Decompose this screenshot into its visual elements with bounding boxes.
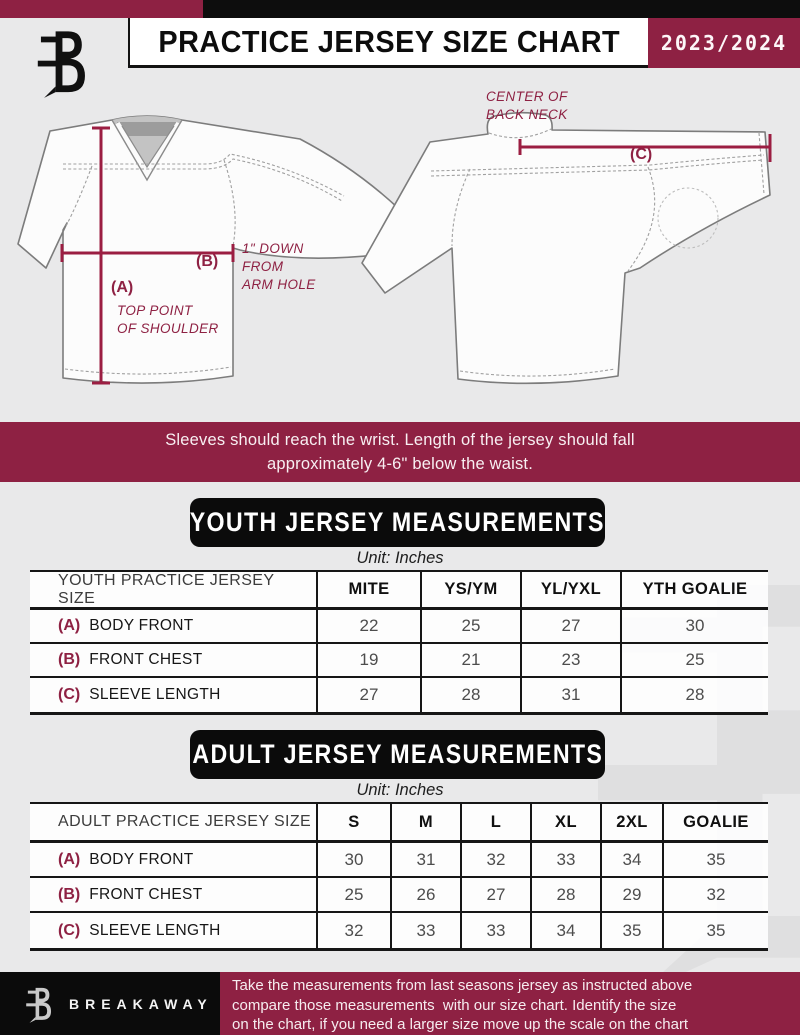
table-cell: 28 <box>620 678 768 712</box>
adult-col-header: ADULT PRACTICE JERSEY SIZE <box>30 804 316 843</box>
table-cell: 30 <box>620 610 768 644</box>
fit-notice-line1: Sleeves should reach the wrist. Length of the jersey should fall <box>165 431 635 449</box>
table-cell: 27 <box>460 878 530 913</box>
back-neck-note: CENTER OF BACK NECK <box>486 89 568 122</box>
adult-col-header: L <box>460 804 530 843</box>
table-cell: 27 <box>316 678 420 712</box>
adult-col-header: 2XL <box>600 804 662 843</box>
fit-notice-line2: approximately 4-6" below the waist. <box>267 455 533 473</box>
footer-brand-block <box>0 972 220 1035</box>
adult-col-header: GOALIE <box>662 804 768 843</box>
adult-col-header: M <box>390 804 460 843</box>
table-cell: 21 <box>420 644 520 678</box>
youth-col-header: YS/YM <box>420 572 520 610</box>
adult-section-header: ADULT JERSEY MEASUREMENTS <box>190 730 605 779</box>
table-cell: 35 <box>600 913 662 948</box>
table-cell: 31 <box>520 678 620 712</box>
table-cell: 28 <box>420 678 520 712</box>
table-cell: 26 <box>390 878 460 913</box>
measure-c-label: (C) <box>630 146 653 163</box>
table-cell: 33 <box>390 913 460 948</box>
table-cell: 32 <box>460 843 530 878</box>
table-cell: 34 <box>600 843 662 878</box>
table-cell: 22 <box>316 610 420 644</box>
table-cell: 30 <box>316 843 390 878</box>
table-row-label: (A) BODY FRONT <box>30 610 316 644</box>
youth-col-header: YTH GOALIE <box>620 572 768 610</box>
youth-col-header: YOUTH PRACTICE JERSEY SIZE <box>30 572 316 610</box>
brand-name: BREAKAWAY <box>69 995 213 1012</box>
table-row-label: (A) BODY FRONT <box>30 843 316 878</box>
table-cell: 33 <box>530 843 600 878</box>
youth-unit-label: Unit: Inches <box>356 549 444 567</box>
breakaway-b-footer-icon <box>24 984 56 1024</box>
table-cell: 29 <box>600 878 662 913</box>
footer-note-line: on the chart, if you need a larger size move up the scale on the chart <box>232 1016 689 1033</box>
top-strip-maroon <box>0 0 203 18</box>
table-cell: 35 <box>662 843 768 878</box>
footer-instructions <box>220 972 800 1035</box>
adult-unit-label: Unit: Inches <box>356 781 444 799</box>
table-cell: 35 <box>662 913 768 948</box>
adult-col-header: XL <box>530 804 600 843</box>
table-cell: 28 <box>530 878 600 913</box>
table-cell: 23 <box>520 644 620 678</box>
measure-b-label: (B) <box>196 253 219 270</box>
breakaway-b-logo <box>32 24 96 100</box>
table-cell: 33 <box>460 913 530 948</box>
page-title: PRACTICE JERSEY SIZE CHART <box>158 23 620 59</box>
table-cell: 25 <box>420 610 520 644</box>
table-cell: 25 <box>316 878 390 913</box>
season-badge <box>648 18 800 68</box>
measure-a-label: (A) <box>111 279 134 296</box>
adult-col-header: S <box>316 804 390 843</box>
youth-col-header: YL/YXL <box>520 572 620 610</box>
table-cell: 27 <box>520 610 620 644</box>
youth-section-header: YOUTH JERSEY MEASUREMENTS <box>190 498 605 547</box>
footer-note-line: compare those measurements with our size chart. Identify the size <box>232 996 677 1014</box>
youth-col-header: MITE <box>316 572 420 610</box>
fit-notice-banner <box>0 422 800 482</box>
youth-size-table <box>30 570 768 715</box>
table-row-label: (C) SLEEVE LENGTH <box>30 913 316 948</box>
table-cell: 19 <box>316 644 420 678</box>
adult-size-table <box>30 802 768 951</box>
table-row-label: (B) FRONT CHEST <box>30 878 316 913</box>
measure-b-note: 1" DOWN FROM ARM HOLE <box>242 241 316 292</box>
top-strip-black <box>203 0 800 18</box>
table-cell: 32 <box>316 913 390 948</box>
table-row-label: (B) FRONT CHEST <box>30 644 316 678</box>
footer-note-line: Take the measurements from last seasons jersey as instructed above <box>232 977 693 994</box>
jersey-diagrams <box>0 68 800 420</box>
season-label: 2023/2024 <box>660 31 788 55</box>
table-cell: 34 <box>530 913 600 948</box>
table-cell: 25 <box>620 644 768 678</box>
table-row-label: (C) SLEEVE LENGTH <box>30 678 316 712</box>
table-cell: 31 <box>390 843 460 878</box>
measure-a-note: TOP POINT OF SHOULDER <box>117 303 219 336</box>
page-title-banner <box>128 18 648 68</box>
table-cell: 32 <box>662 878 768 913</box>
